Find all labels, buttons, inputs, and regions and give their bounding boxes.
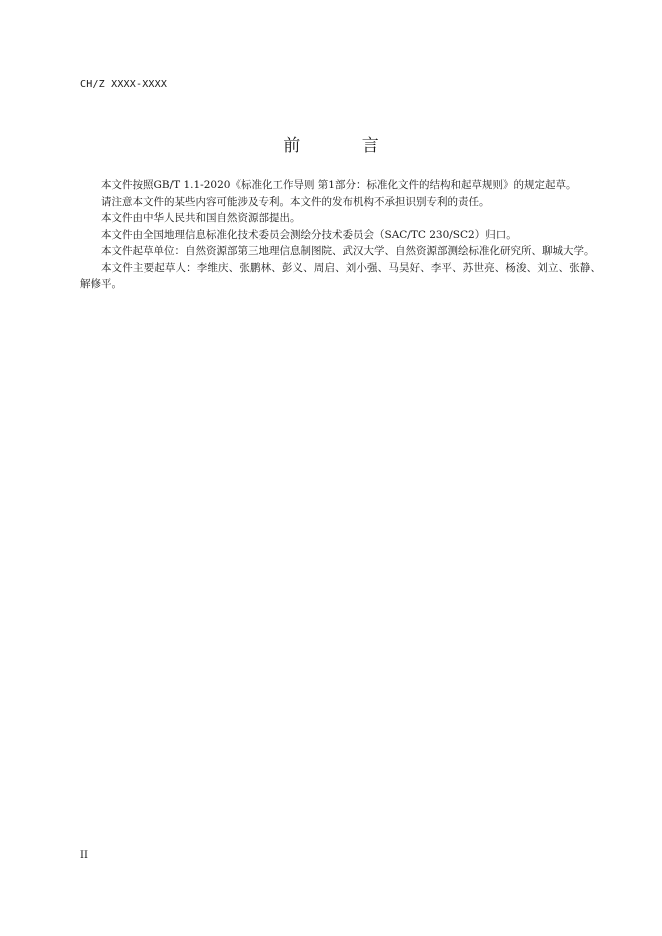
paragraph-drafting-units: 本文件起草单位：自然资源部第三地理信息制图院、武汉大学、自然资源部测绘标准化研究所、聊城大学。	[101, 245, 595, 257]
document-code-header: CH/Z XXXX-XXXX	[80, 79, 168, 90]
page-number: II	[80, 850, 88, 861]
paragraph-patent-notice: 请注意本文件的某些内容可能涉及专利。本文件的发布机构不承担识别专利的责任。	[101, 195, 490, 208]
foreword-body	[80, 177, 601, 293]
page-title: 前 言	[283, 136, 407, 156]
paragraph-drafting-rules: 本文件按照GB/T 1.1-2020《标准化工作导则 第1部分：标准化文件的结构和起草规则》的规定起草。	[101, 179, 577, 191]
paragraph-proposer: 本文件由中华人民共和国自然资源部提出。	[101, 212, 301, 224]
paragraph-main-drafters: 本文件主要起草人：李维庆、张鹏林、彭义、周启、刘小强、马昊好、李平、苏世亮、杨浚、刘立、张静、解修平。	[80, 261, 601, 290]
paragraph-responsible-committee: 本文件由全国地理信息标准化技术委员会测绘分技术委员会（SAC/TC 230/SC2）归口。	[101, 228, 517, 241]
